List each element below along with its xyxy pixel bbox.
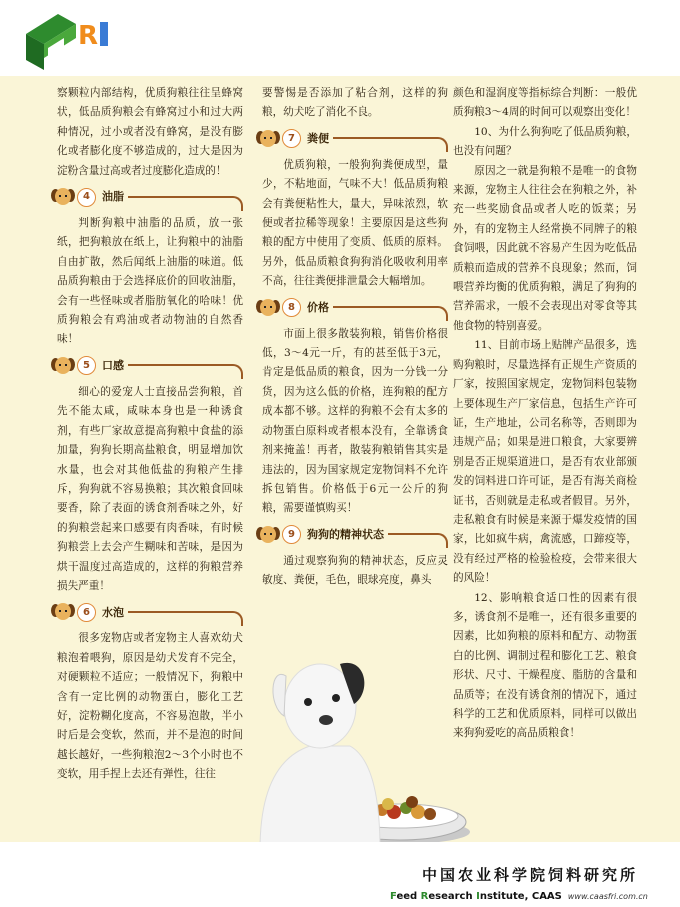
section-4-header: [51, 185, 243, 209]
section-number: 4: [77, 188, 96, 207]
section-6-header: [51, 600, 243, 624]
column-1: [57, 84, 243, 785]
section-8-paragraph: 市面上很多散装狗粮，销售价格很低，3～4元一斤，有的甚至低于3元，肯定是低品质的粮食，因为一分钱一分货，因为这么低的价格，连狗粮的配方成本都不够。这样的狗粮不会有太多的动物蛋白原料或者根本没有，全靠诱食剂来掩盖！再者，散装狗粮销售其实是违法的，因为国家规定宠物饲料不允许拆包销售。价格低于6元一公斤的狗粮，需要谨慎购买！: [262, 327, 448, 515]
section-divider: [388, 533, 448, 548]
section-title: 油脂: [102, 190, 124, 204]
section-4-paragraph: 判断狗粮中油脂的品质，放一张纸，把狗粮放在纸上，让狗粮中的油脂自由扩散，然后闻纸上油脂的味道。低品质狗粮由于会选择底价的回收油脂，会有一些怪味或者脂肪氧化的哈味！优质狗粮会有鸡油或者动物油的自然香味！: [57, 217, 243, 346]
page-footer: [0, 842, 680, 907]
dog-face-icon: [51, 355, 75, 377]
point-12: 12、影响粮食适口性的因素有很多，诱食剂不是唯一，还有很多重要的因素，比如狗粮的原料和配方、动物蛋白的比例、调制过程和膨化工艺、粮食形状、尺寸、干燥程度、脂肪的含量和品质等；在没有诱食剂的情况下，通过科学的工艺和优质原料，同样可以做出来狗狗爱吃的高品质粮食！: [453, 591, 637, 740]
section-divider: [333, 137, 448, 152]
institute-name-cn: 中国农业科学院饲料研究所: [421, 866, 638, 884]
section-9-header: [256, 523, 448, 547]
section-divider: [128, 364, 243, 379]
col1-intro-paragraph: 察颗粒内部结构，优质狗粮往往呈蜂窝状，低品质狗粮会有蜂窝过小和过大两种情况，过小或者没有蜂窝，是没有膨化或者膨化度不够造成的，过大是因为淀粉含量过高或者过度膨化造成的！: [57, 87, 243, 177]
col2-intro-paragraph: 要警惕是否添加了粘合剂，这样的狗粮，幼犬吃了消化不良。: [262, 87, 448, 119]
section-number: 6: [77, 603, 96, 622]
section-9-paragraph: 通过观察狗狗的精神状态，反应灵敏度、粪便，毛色，眼球亮度，鼻头: [262, 554, 448, 587]
article-page: [0, 76, 680, 842]
section-divider: [333, 306, 448, 321]
section-6-paragraph: 很多宠物店或者宠物主人喜欢幼犬粮泡着喂狗，原因是幼犬发育不完全，对硬颗粒不适应；一般情况下，狗粮中含有一定比例的动物蛋白，膨化工艺好，淀粉糊化度高，不容易泡散，半小时后是会变软，然而，并不是泡的时间越长越好，一些狗粮泡2～3个小时也不变软，用手捏上去还有弹性，往往: [57, 632, 243, 781]
section-number: 9: [282, 525, 301, 544]
point-11: 11、目前市场上贴牌产品很多，选购狗粮时，尽量选择有正规生产资质的厂家，按照国家规定，宠物饲料包装物上要体现生产厂家信息，包括生产许可证，生产地址，公司名称等，否则即为违规产品；如果是进口粮食，大家要辨别是否正规渠道进口，是否有农业部颁发的饲料进口许可证，是否有海关商检证书，否则就是走私或者假冒。另外，走私粮食有时候是来源于爆发疫情的国家，比如疯牛病，禽流感，口蹄疫等，没有经过严格的检验检疫，会带来很大的风险！: [453, 339, 637, 585]
dog-face-icon: [256, 524, 280, 546]
section-divider: [128, 611, 243, 626]
dog-face-icon: [256, 297, 280, 319]
column-2: [262, 84, 448, 591]
dog-face-icon: [51, 601, 75, 623]
section-divider: [128, 196, 243, 211]
dog-face-icon: [51, 186, 75, 208]
puppy-illustration: [240, 636, 472, 850]
section-number: 8: [282, 298, 301, 317]
section-title: 狗狗的精神状态: [307, 528, 384, 542]
section-8-header: [256, 296, 448, 320]
fri-logo-icon: [18, 4, 138, 74]
col3-intro-paragraph: 颜色和湿润度等指标综合判断：一般优质狗粮3～4周的时间可以观察出变化！: [453, 87, 637, 119]
section-7-header: [256, 127, 448, 151]
section-5-paragraph: 细心的爱宠人士直接品尝狗粮，首先不能太咸，咸味本身也是一种诱食剂，有些厂家故意提高狗粮中食盐的添加量，狗狗长期高盐粮食，明显增加饮水量，也会对其他低盐的狗粮产生排斥，狗狗就不容易换粮；其次粮食回味要香，除了表面的诱食剂香味之外，好的狗粮尝起来口感要有肉香味，有时候狗粮尝上去会产生糊味和苦味，是因为烘干温度过高造成的，这样的狗粮营养损失严重！: [57, 385, 243, 592]
answer-10: 原因之一就是狗粮不是唯一的食物来源，宠物主人往往会在狗粮之外，补充一些奖励食品或者人吃的饭菜；另外，有的宠物主人经常换不同牌子的粮食饲喂，因此就不容易产生因为吃低品质粮而造成的营养不良现象；然而，饲喂营养均衡的优质狗粮，满足了狗狗的营养需求，一般不会表现出对零食等其他食物的特别喜爱。: [453, 164, 637, 332]
section-5-header: [51, 354, 243, 378]
column-3: [453, 84, 637, 744]
section-title: 价格: [307, 300, 329, 314]
institute-name-en: Feed Research Institute, CAAS www.caasfri.com.cn: [390, 891, 648, 902]
section-title: 口感: [102, 359, 124, 373]
section-number: 5: [77, 356, 96, 375]
question-10: 10、为什么狗狗吃了低品质狗粮，也没有问题？: [453, 125, 637, 158]
section-7-paragraph: 优质狗粮，一般狗狗粪便成型，量少，不粘地面，气味不大！低品质狗粮会有粪便粘性大，量大，异味浓烈，软便或者拉稀等现象！主要原因是这些狗粮的配方中使用了变质、低质的原料。另外，低品质粮食狗狗消化吸收利用率不高，往往粪便排泄量会大幅增加。: [262, 158, 448, 288]
logo-letter-r: R: [78, 21, 99, 51]
section-title: 水泡: [102, 605, 124, 619]
section-title: 粪便: [307, 132, 329, 146]
institute-url: www.caasfri.com.cn: [567, 892, 648, 901]
section-number: 7: [282, 129, 301, 148]
dog-face-icon: [256, 128, 280, 150]
page-header: [0, 0, 680, 76]
